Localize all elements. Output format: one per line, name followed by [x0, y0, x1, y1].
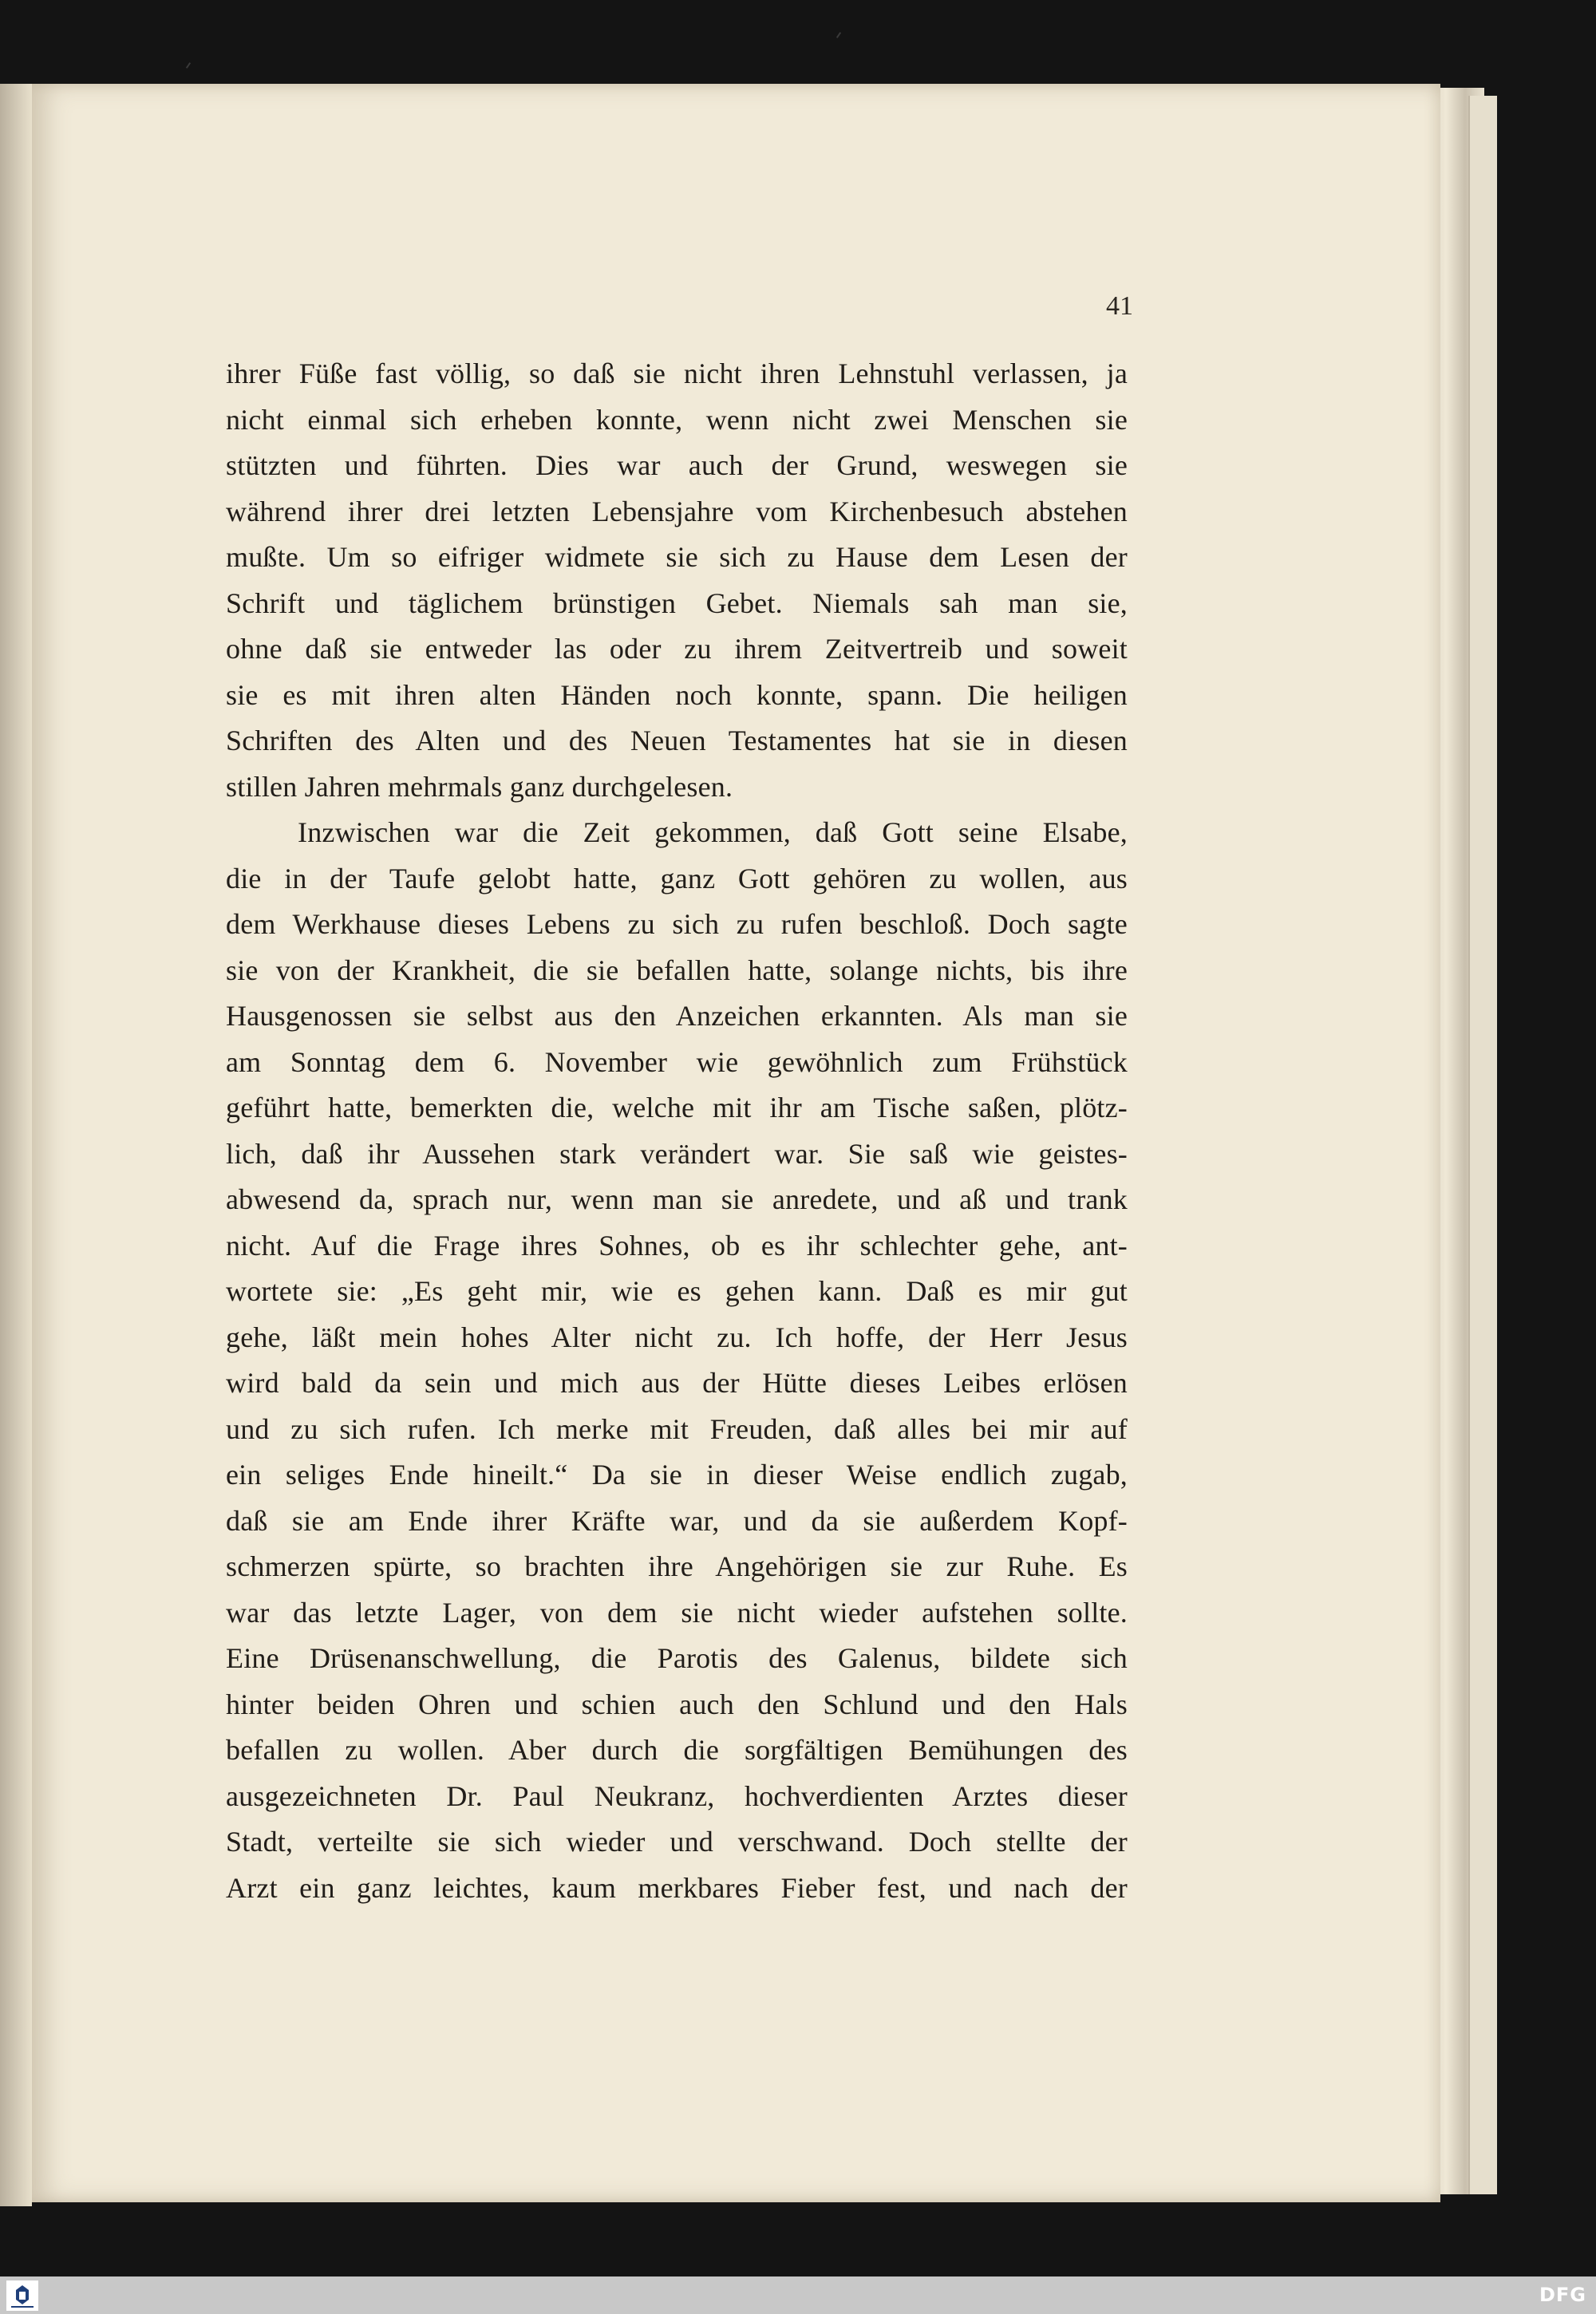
text-line: Eine Drüsenanschwellung, die Parotis des Galenus, bildete sich: [226, 1642, 1128, 1674]
text-line: Schriften des Alten und des Neuen Testamentes hat sie in diesen: [226, 725, 1128, 756]
facing-page-edge: [0, 84, 32, 2206]
text-line: sie es mit ihren alten Händen noch konnte, spann. Die heiligen: [226, 678, 1128, 711]
text-line: dem Werkhause dieses Lebens zu sich zu rufen beschloß. Doch sagte: [226, 908, 1128, 940]
text-line: geführt hatte, bemerkten die, welche mit ihr am Tische saßen, plötz-: [226, 1092, 1128, 1123]
page-body-text: [226, 351, 1128, 1911]
text-line: die in der Taufe gelobt hatte, ganz Gott gehören zu wollen, aus: [226, 862, 1128, 894]
text-line: befallen zu wollen. Aber durch die sorgfältigen Bemühungen des: [226, 1734, 1128, 1766]
text-line: ihrer Füße fast völlig, so daß sie nicht ihren Lehnstuhl verlassen, ja: [226, 357, 1128, 389]
text-line: abwesend da, sprach nur, wenn man sie anredete, und aß und trank: [226, 1183, 1128, 1215]
page-stack-edge-inner: [1468, 96, 1497, 2194]
text-line: ein seliges Ende hineilt.“ Da sie in dieser Weise endlich zugab,: [226, 1459, 1128, 1491]
viewer-footer-bar: [0, 2276, 1596, 2314]
dfg-logo: DFG: [1539, 2284, 1586, 2306]
text-line: nicht. Auf die Frage ihres Sohnes, ob es ihr schlechter gehe, ant-: [226, 1229, 1128, 1262]
text-line: hinter beiden Ohren und schien auch den Schlund und den Hals: [226, 1688, 1128, 1720]
text-line: daß sie am Ende ihrer Kräfte war, und da sie außerdem Kopf-: [226, 1504, 1128, 1537]
text-line: Stadt, verteilte sie sich wieder und verschwand. Doch stellte der: [226, 1826, 1128, 1858]
text-line: und zu sich rufen. Ich merke mit Freuden, daß alles bei mir auf: [226, 1412, 1128, 1445]
library-logo-icon: [6, 2280, 38, 2311]
text-line: am Sonntag dem 6. November wie gewöhnlich zum Frühstück: [226, 1045, 1128, 1078]
text-line: war das letzte Lager, von dem sie nicht wieder aufstehen sollte.: [226, 1596, 1128, 1629]
text-line: ohne daß sie entweder las oder zu ihrem Zeitvertreib und soweit: [226, 633, 1128, 665]
text-line: sie von der Krankheit, die sie befallen hatte, solange nichts, bis ihre: [226, 954, 1128, 986]
text-line: stützten und führten. Dies war auch der Grund, weswegen sie: [226, 449, 1128, 481]
page-number: 41: [1106, 291, 1133, 321]
text-line: stillen Jahren mehrmals ganz durchgelesen.: [226, 770, 733, 803]
text-line: wird bald da sein und mich aus der Hütte dieses Leibes erlösen: [226, 1367, 1128, 1399]
text-line: wortete sie: „Es geht mir, wie es gehen kann. Daß es mir gut: [226, 1275, 1128, 1307]
paragraph-start-line: Inzwischen war die Zeit gekommen, daß Gott seine Elsabe,: [298, 816, 1128, 848]
text-line: nicht einmal sich erheben konnte, wenn nicht zwei Menschen sie: [226, 403, 1128, 436]
text-line: mußte. Um so eifriger widmete sie sich zu Hause dem Lesen der: [226, 541, 1128, 573]
dust-speck: [186, 62, 191, 69]
dust-speck: [836, 32, 841, 38]
text-line: Arzt ein ganz leichtes, kaum merkbares Fieber fest, und nach der: [226, 1871, 1128, 1904]
text-line: schmerzen spürte, so brachten ihre Angehörigen sie zur Ruhe. Es: [226, 1550, 1128, 1582]
text-line: gehe, läßt mein hohes Alter nicht zu. Ich hoffe, der Herr Jesus: [226, 1321, 1128, 1353]
text-line: lich, daß ihr Aussehen stark verändert war. Sie saß wie geistes-: [226, 1137, 1128, 1170]
text-line: Schrift und täglichem brünstigen Gebet. Niemals sah man sie,: [226, 586, 1128, 619]
text-line: ausgezeichneten Dr. Paul Neukranz, hochverdienten Arztes dieser: [226, 1779, 1128, 1812]
text-line: Hausgenossen sie selbst aus den Anzeichen erkannten. Als man sie: [226, 1000, 1128, 1032]
text-line: während ihrer drei letzten Lebensjahre vom Kirchenbesuch abstehen: [226, 495, 1128, 527]
